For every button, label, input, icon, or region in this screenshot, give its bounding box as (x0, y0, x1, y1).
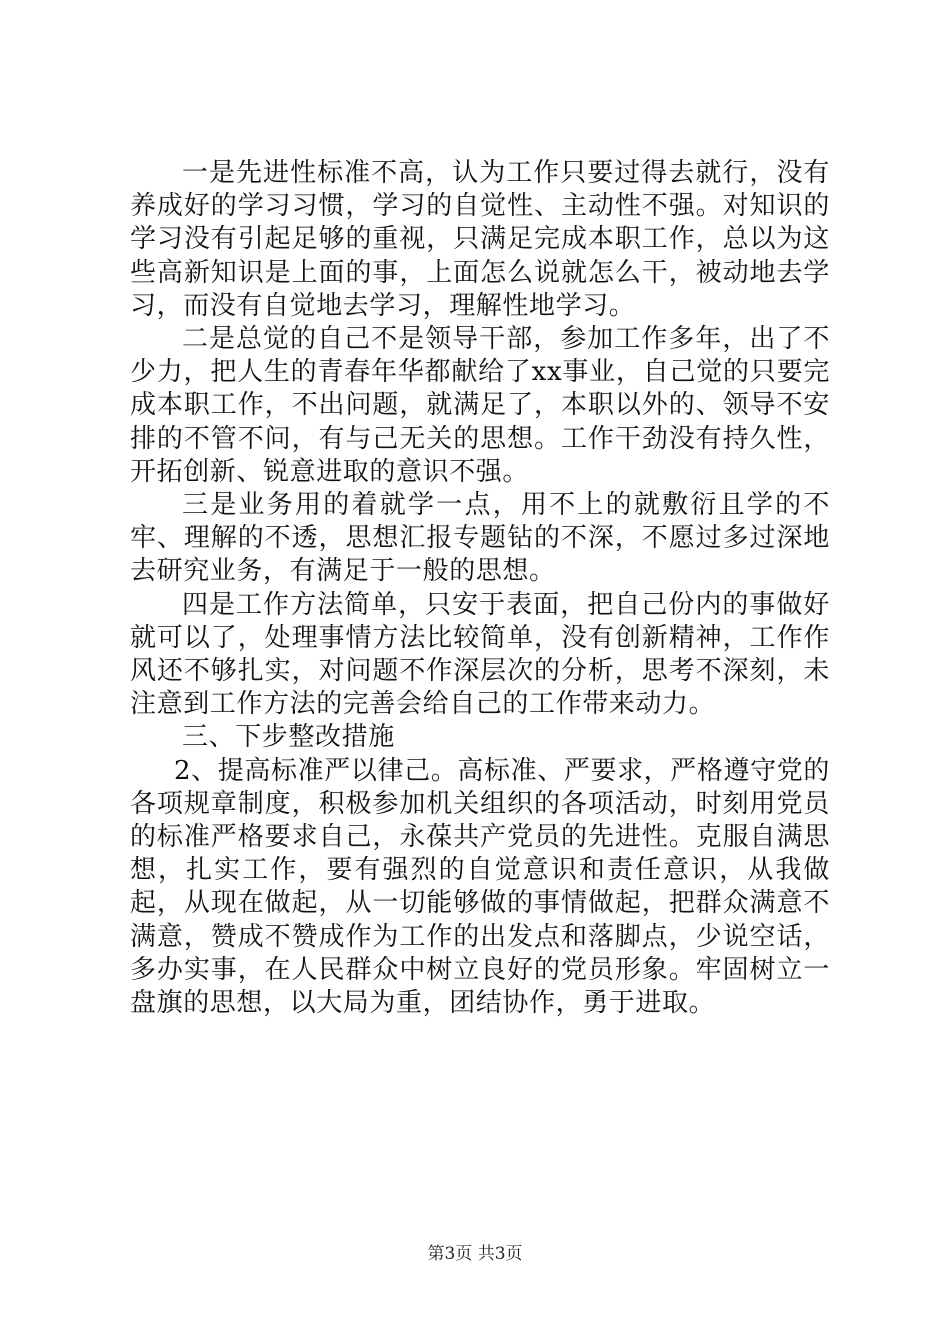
paragraph-shortcoming-4: 四是工作方法简单，只安于表面，把自己份内的事做好就可以了，处理事情方法比较简单，没有创新精神，工作作风还不够扎实，对问题不作深层次的分析，思考不深刻，未注意到工作方法的完善会给自己的工作带来动力。 (130, 589, 830, 720)
paragraph-shortcoming-3: 三是业务用的着就学一点，用不上的就敷衍且学的不牢、理解的不透，思想汇报专题钻的不深，不愿过多过深地去研究业务，有满足于一般的思想。 (130, 490, 830, 587)
paragraph-measure-2: 2、提高标准严以律己。高标准、严要求，严格遵守党的各项规章制度，积极参加机关组织的各项活动，时刻用党员的标准严格要求自己，永葆共产党员的先进性。克服自满思想，扎实工作，要有强烈的自觉意识和责任意识，从我做起，从现在做起，从一切能够做的事情做起，把群众满意不满意，赞成不赞成作为工作的出发点和落脚点，少说空话，多办实事，在人民群众中树立良好的党员形象。牢固树立一盘旗的思想，以大局为重，团结协作，勇于进取。 (130, 755, 830, 1019)
section-heading-rectification: 三、下步整改措施 (182, 722, 395, 753)
paragraph-shortcoming-1: 一是先进性标准不高，认为工作只要过得去就行，没有养成好的学习习惯，学习的自觉性、主动性不强。对知识的学习没有引起足够的重视，只满足完成本职工作，总以为这些高新知识是上面的事，上面怎么说就怎么干，被动地去学习，而没有自觉地去学习，理解性地学习。 (130, 158, 830, 321)
page-footer (0, 1243, 950, 1265)
paragraph-shortcoming-2: 二是总觉的自己不是领导干部，参加工作多年，出了不少力，把人生的青春年华都献给了xx事业，自己觉的只要完成本职工作，不出问题，就满足了，本职以外的、领导不安排的不管不问，有与己无关的思想。工作干劲没有持久性，开拓创新、锐意进取的意识不强。 (130, 324, 830, 487)
document-body (130, 157, 830, 1020)
page-number: 第3页 共3页 (427, 1244, 523, 1264)
